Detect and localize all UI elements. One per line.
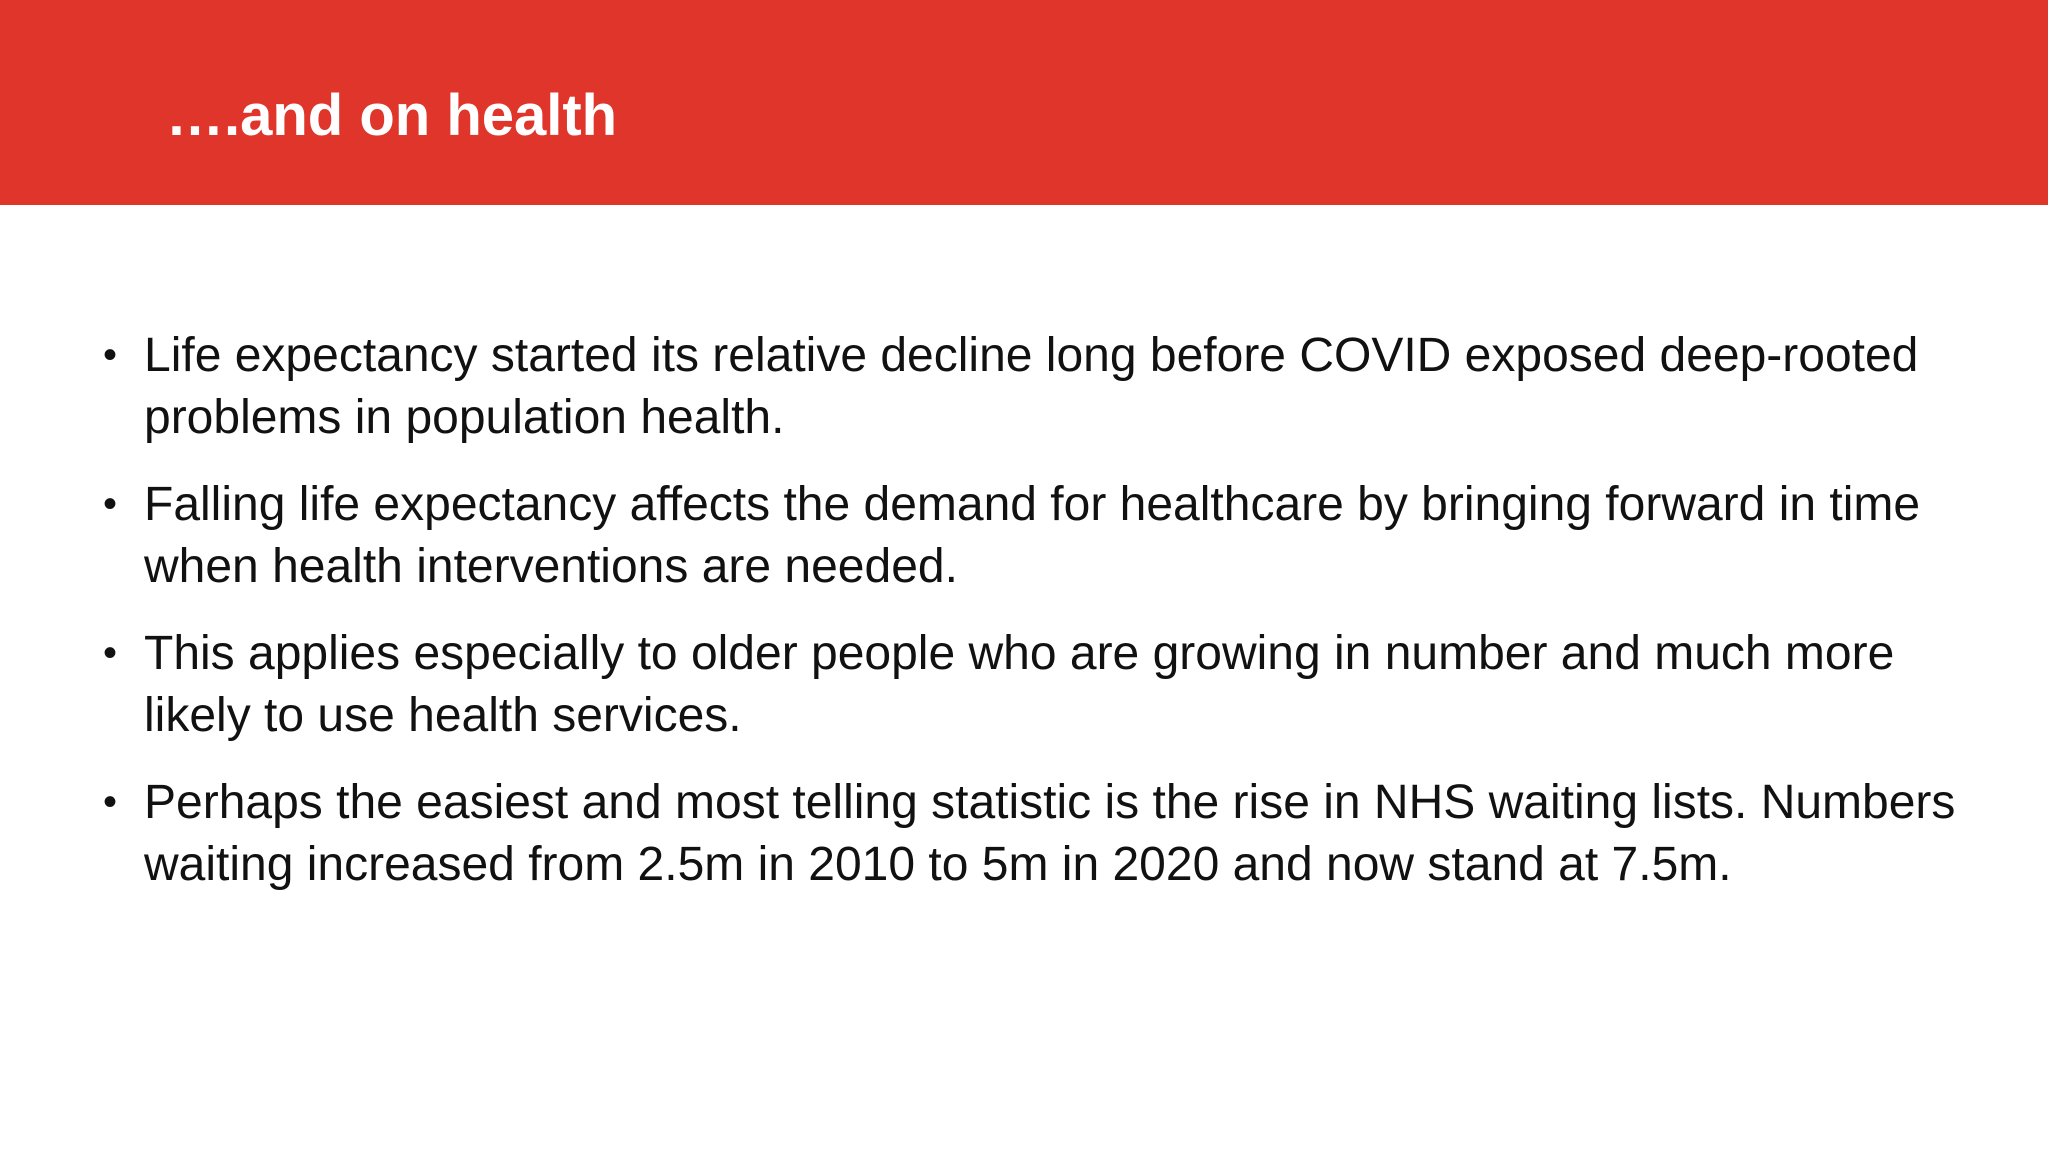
bullet-marker: • — [103, 482, 118, 526]
bullet-text: This applies especially to older people who are growing in number and much more likely to use health services. — [144, 627, 1895, 742]
bullet-item — [103, 623, 1983, 746]
slide-title: ….and on health — [166, 83, 618, 148]
bullet-text: Falling life expectancy affects the demand for healthcare by bringing forward in time when health interventions are needed. — [144, 478, 1921, 593]
bullet-marker: • — [103, 631, 118, 675]
bullet-text: Life expectancy started its relative decline long before COVID exposed deep-rooted problems in population health. — [144, 329, 1919, 444]
bullet-item — [103, 474, 1983, 597]
bullet-item — [103, 325, 1983, 448]
bullet-item — [103, 772, 1983, 895]
bullet-marker: • — [103, 780, 118, 824]
bullet-list — [103, 325, 1983, 921]
bullet-marker: • — [103, 333, 118, 377]
bullet-text: Perhaps the easiest and most telling statistic is the rise in NHS waiting lists. Numbers waiting increased from 2.5m in 2010 to 5m in 2020 and now stand at 7.5m. — [144, 776, 1956, 891]
